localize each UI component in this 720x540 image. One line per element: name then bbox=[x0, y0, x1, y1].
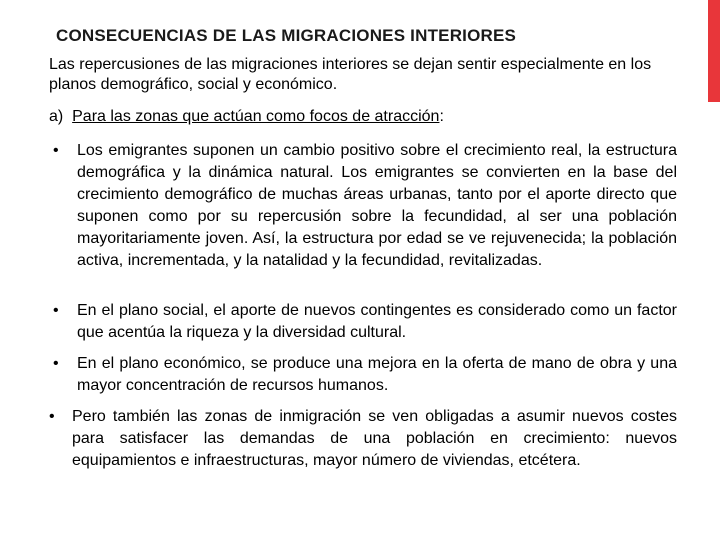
bullet-marker: • bbox=[53, 355, 59, 372]
bullet-economic: En el plano económico, se produce una mejora en la oferta de mano de obra y una mayor concentración de recursos humanos. bbox=[77, 355, 677, 394]
subheading-prefix: a) bbox=[49, 108, 64, 125]
intro-paragraph: Las repercusiones de las migraciones interiores se dejan sentir especialmente en los planos demográfico, social y económico. bbox=[49, 56, 652, 93]
subheading bbox=[49, 107, 444, 127]
subheading-suffix: : bbox=[439, 108, 444, 125]
slide-title: CONSECUENCIAS DE LAS MIGRACIONES INTERIORES bbox=[56, 26, 517, 45]
bullet-marker: • bbox=[49, 408, 55, 425]
bullet-marker: • bbox=[53, 302, 59, 319]
bullet-social: En el plano social, el aporte de nuevos contingentes es considerado como un factor que acentúa la riqueza y la diversidad cultural. bbox=[77, 302, 677, 341]
subheading-text: Para las zonas que actúan como focos de atracción bbox=[72, 108, 440, 125]
accent-bar bbox=[708, 0, 720, 102]
bullet-demographic: Los emigrantes suponen un cambio positivo sobre el crecimiento real, la estructura demográfica y la dinámica natural. Los emigrantes se convierten en la base del crecimiento demográfico de muchas áreas urbanas, tanto por el aporte directo que suponen como por su repercusión sobre la fecundidad, al ser una población mayoritariamente joven. Así, la estructura por edad se ve rejuvenecida; la población activa, incrementada, y la natalidad y la fecundidad, revitalizadas. bbox=[77, 142, 677, 269]
bullet-marker: • bbox=[53, 142, 59, 159]
bullet-costs: Pero también las zonas de inmigración se ven obligadas a asumir nuevos costes para satisfacer las demandas de una población en crecimiento: nuevos equipamientos e infraestructuras, mayor número de viviendas, etcétera. bbox=[72, 408, 677, 469]
